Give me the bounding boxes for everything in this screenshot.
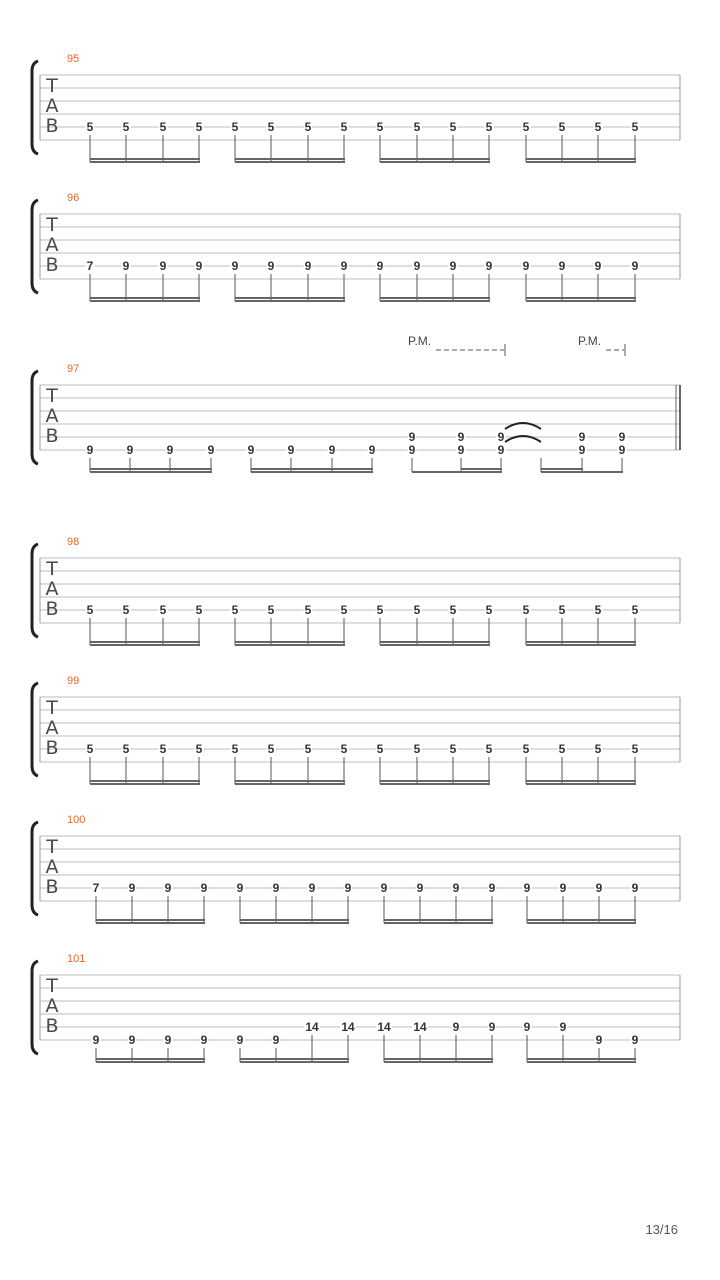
fret-number: 5 xyxy=(594,742,602,756)
fret-number: 9 xyxy=(92,1033,100,1047)
beam-secondary xyxy=(251,471,373,473)
fret-number: 7 xyxy=(86,259,94,273)
fret-number: 5 xyxy=(413,603,421,617)
fret-number: 5 xyxy=(631,603,639,617)
fret-number: 9 xyxy=(126,443,134,457)
beam-secondary xyxy=(240,922,349,924)
beam-secondary xyxy=(526,300,636,302)
fret-number: 9 xyxy=(413,259,421,273)
fret-number: 5 xyxy=(522,120,530,134)
beam-secondary xyxy=(96,922,205,924)
fret-number: 5 xyxy=(159,120,167,134)
fret-number: 9 xyxy=(287,443,295,457)
fret-number: 9 xyxy=(376,259,384,273)
tab-clef-letter: B xyxy=(45,598,59,620)
beam-secondary xyxy=(384,1061,493,1063)
fret-number: 9 xyxy=(558,259,566,273)
beam-primary xyxy=(96,1058,205,1060)
tab-clef-letter: A xyxy=(45,578,59,600)
bar-number: 95 xyxy=(67,53,80,65)
fret-number: 5 xyxy=(304,742,312,756)
staff-system xyxy=(32,953,680,1063)
fret-number: 5 xyxy=(195,603,203,617)
fret-number: 9 xyxy=(485,259,493,273)
beam-secondary xyxy=(461,468,502,470)
beam-primary xyxy=(541,471,623,473)
fret-number: 5 xyxy=(231,742,239,756)
fret-number: 14 xyxy=(305,1020,319,1034)
fret-number: 9 xyxy=(231,259,239,273)
beam-secondary xyxy=(235,783,345,785)
fret-number: 9 xyxy=(449,259,457,273)
beam-secondary xyxy=(384,922,493,924)
bar-number: 100 xyxy=(67,814,86,826)
palm-mute-label: P.M. xyxy=(408,334,432,348)
tab-clef-letter: A xyxy=(45,717,59,739)
fret-number: 9 xyxy=(267,259,275,273)
beam-secondary xyxy=(380,783,490,785)
beam-primary xyxy=(90,780,200,782)
fret-number: 5 xyxy=(522,742,530,756)
tab-clef-letter: B xyxy=(45,254,59,276)
fret-number: 5 xyxy=(159,742,167,756)
fret-number: 9 xyxy=(522,259,530,273)
tab-clef-letter: T xyxy=(46,385,58,407)
bar-number: 99 xyxy=(67,675,80,687)
fret-number: 9 xyxy=(86,443,94,457)
beam-primary xyxy=(235,780,345,782)
fret-number: 9 xyxy=(631,881,639,895)
fret-number: 9 xyxy=(380,881,388,895)
tab-clef-letter: T xyxy=(46,836,58,858)
beam-primary xyxy=(235,158,345,160)
beam-primary xyxy=(240,1058,349,1060)
fret-number: 9 xyxy=(272,1033,280,1047)
fret-number: 9 xyxy=(618,430,626,444)
staff-system xyxy=(32,814,680,924)
fret-number: 5 xyxy=(449,603,457,617)
tab-clef-letter: B xyxy=(45,1015,59,1037)
fret-number: 9 xyxy=(128,881,136,895)
fret-number: 5 xyxy=(340,742,348,756)
fret-number: 9 xyxy=(308,881,316,895)
fret-number: 5 xyxy=(231,120,239,134)
system-bracket xyxy=(32,683,38,776)
fret-number: 5 xyxy=(340,120,348,134)
fret-number: 9 xyxy=(207,443,215,457)
tab-clef-letter: T xyxy=(46,975,58,997)
fret-number: 9 xyxy=(247,443,255,457)
fret-number: 5 xyxy=(86,120,94,134)
tab-clef-letter: B xyxy=(45,425,59,447)
fret-number: 5 xyxy=(485,603,493,617)
fret-number: 9 xyxy=(523,881,531,895)
beam-primary xyxy=(412,471,502,473)
fret-number: 5 xyxy=(86,603,94,617)
fret-number: 9 xyxy=(166,443,174,457)
fret-number: 9 xyxy=(523,1020,531,1034)
beam-primary xyxy=(527,919,636,921)
beam-secondary xyxy=(380,300,490,302)
fret-number: 9 xyxy=(595,1033,603,1047)
bar-number: 98 xyxy=(67,536,80,548)
staff-system xyxy=(32,675,680,785)
beam-secondary xyxy=(90,783,200,785)
fret-number: 9 xyxy=(631,259,639,273)
beam-primary xyxy=(380,641,490,643)
bar-number: 97 xyxy=(67,363,80,375)
beam-primary xyxy=(526,297,636,299)
fret-number: 5 xyxy=(413,742,421,756)
fret-number: 9 xyxy=(200,881,208,895)
fret-number: 5 xyxy=(594,120,602,134)
beam-primary xyxy=(380,297,490,299)
tab-clef-letter: A xyxy=(45,234,59,256)
beam-secondary xyxy=(527,922,636,924)
fret-number: 9 xyxy=(595,881,603,895)
fret-number: 5 xyxy=(376,742,384,756)
fret-number: 9 xyxy=(128,1033,136,1047)
fret-number: 5 xyxy=(195,120,203,134)
fret-number: 14 xyxy=(413,1020,427,1034)
beam-primary xyxy=(240,919,349,921)
beam-primary xyxy=(96,919,205,921)
tab-clef-letter: A xyxy=(45,995,59,1017)
fret-number: 5 xyxy=(485,120,493,134)
fret-number: 5 xyxy=(449,120,457,134)
fret-number: 9 xyxy=(488,881,496,895)
staff-system xyxy=(32,536,680,646)
beam-secondary xyxy=(235,300,345,302)
fret-number: 5 xyxy=(267,742,275,756)
beam-secondary xyxy=(235,644,345,646)
staff-system xyxy=(32,53,680,163)
fret-number: 5 xyxy=(267,603,275,617)
beam-secondary xyxy=(90,161,200,163)
fret-number: 9 xyxy=(340,259,348,273)
fret-number: 9 xyxy=(416,881,424,895)
staff-system xyxy=(32,334,680,473)
fret-number: 9 xyxy=(122,259,130,273)
fret-number: 5 xyxy=(159,603,167,617)
fret-number: 5 xyxy=(195,742,203,756)
beam-secondary xyxy=(541,468,583,470)
fret-number: 9 xyxy=(272,881,280,895)
fret-number: 7 xyxy=(92,881,100,895)
beam-primary xyxy=(90,158,200,160)
fret-number: 9 xyxy=(164,881,172,895)
system-bracket xyxy=(32,544,38,637)
beam-secondary xyxy=(235,161,345,163)
tab-clef-letter: B xyxy=(45,115,59,137)
fret-number: 9 xyxy=(159,259,167,273)
fret-number: 5 xyxy=(558,742,566,756)
fret-number: 5 xyxy=(340,603,348,617)
fret-number: 5 xyxy=(122,120,130,134)
fret-number: 5 xyxy=(304,120,312,134)
fret-number: 5 xyxy=(122,742,130,756)
fret-number: 9 xyxy=(328,443,336,457)
bar-number: 96 xyxy=(67,192,80,204)
fret-number: 5 xyxy=(413,120,421,134)
system-bracket xyxy=(32,200,38,293)
fret-number: 14 xyxy=(377,1020,391,1034)
tab-clef-letter: B xyxy=(45,737,59,759)
tab-clef-letter: T xyxy=(46,214,58,236)
fret-number: 9 xyxy=(452,1020,460,1034)
beam-secondary xyxy=(526,644,636,646)
beam-primary xyxy=(526,641,636,643)
fret-number: 9 xyxy=(578,430,586,444)
beam-secondary xyxy=(90,471,212,473)
beam-primary xyxy=(235,641,345,643)
fret-number: 9 xyxy=(497,430,505,444)
fret-number: 9 xyxy=(344,881,352,895)
tab-clef-letter: A xyxy=(45,405,59,427)
beam-primary xyxy=(90,468,212,470)
system-bracket xyxy=(32,961,38,1054)
beam-secondary xyxy=(380,644,490,646)
fret-number: 5 xyxy=(631,742,639,756)
beam-primary xyxy=(380,158,490,160)
fret-number: 5 xyxy=(231,603,239,617)
beam-secondary xyxy=(90,300,200,302)
beam-primary xyxy=(526,158,636,160)
fret-number: 5 xyxy=(594,603,602,617)
system-bracket xyxy=(32,61,38,154)
fret-number: 9 xyxy=(304,259,312,273)
beam-primary xyxy=(527,1058,636,1060)
beam-primary xyxy=(384,919,493,921)
beam-primary xyxy=(90,641,200,643)
beam-secondary xyxy=(90,644,200,646)
fret-number: 9 xyxy=(457,443,465,457)
palm-mute-label: P.M. xyxy=(578,334,602,348)
fret-number: 5 xyxy=(558,120,566,134)
beam-secondary xyxy=(526,161,636,163)
fret-number: 5 xyxy=(304,603,312,617)
fret-number: 5 xyxy=(267,120,275,134)
fret-number: 9 xyxy=(236,881,244,895)
tab-clef-letter: T xyxy=(46,697,58,719)
beam-primary xyxy=(384,1058,493,1060)
bar-number: 101 xyxy=(67,953,86,965)
beam-primary xyxy=(251,468,373,470)
fret-number: 9 xyxy=(578,443,586,457)
fret-number: 9 xyxy=(488,1020,496,1034)
fret-number: 9 xyxy=(594,259,602,273)
fret-number: 9 xyxy=(618,443,626,457)
beam-secondary xyxy=(240,1061,349,1063)
fret-number: 9 xyxy=(195,259,203,273)
fret-number: 5 xyxy=(376,603,384,617)
tab-clef-letter: T xyxy=(46,558,58,580)
fret-number: 9 xyxy=(559,881,567,895)
fret-number: 5 xyxy=(376,120,384,134)
beam-primary xyxy=(526,780,636,782)
fret-number: 5 xyxy=(558,603,566,617)
fret-number: 5 xyxy=(86,742,94,756)
fret-number: 9 xyxy=(457,430,465,444)
beam-secondary xyxy=(380,161,490,163)
fret-number: 9 xyxy=(631,1033,639,1047)
beam-secondary xyxy=(526,783,636,785)
fret-number: 9 xyxy=(408,430,416,444)
fret-number: 5 xyxy=(631,120,639,134)
tab-clef-letter: T xyxy=(46,75,58,97)
system-bracket xyxy=(32,371,38,464)
fret-number: 9 xyxy=(164,1033,172,1047)
tab-clef-letter: A xyxy=(45,95,59,117)
tab-clef-letter: A xyxy=(45,856,59,878)
fret-number: 5 xyxy=(122,603,130,617)
beam-secondary xyxy=(527,1061,636,1063)
fret-number: 9 xyxy=(559,1020,567,1034)
tab-clef-letter: B xyxy=(45,876,59,898)
beam-primary xyxy=(235,297,345,299)
fret-number: 9 xyxy=(497,443,505,457)
fret-number: 9 xyxy=(408,443,416,457)
fret-number: 14 xyxy=(341,1020,355,1034)
system-bracket xyxy=(32,822,38,915)
beam-primary xyxy=(380,780,490,782)
fret-number: 5 xyxy=(449,742,457,756)
fret-number: 9 xyxy=(368,443,376,457)
fret-number: 5 xyxy=(522,603,530,617)
fret-number: 9 xyxy=(452,881,460,895)
staff-system xyxy=(32,192,680,302)
fret-number: 9 xyxy=(236,1033,244,1047)
page-number: 13/16 xyxy=(645,1222,678,1237)
beam-secondary xyxy=(96,1061,205,1063)
fret-number: 5 xyxy=(485,742,493,756)
beam-primary xyxy=(90,297,200,299)
fret-number: 9 xyxy=(200,1033,208,1047)
